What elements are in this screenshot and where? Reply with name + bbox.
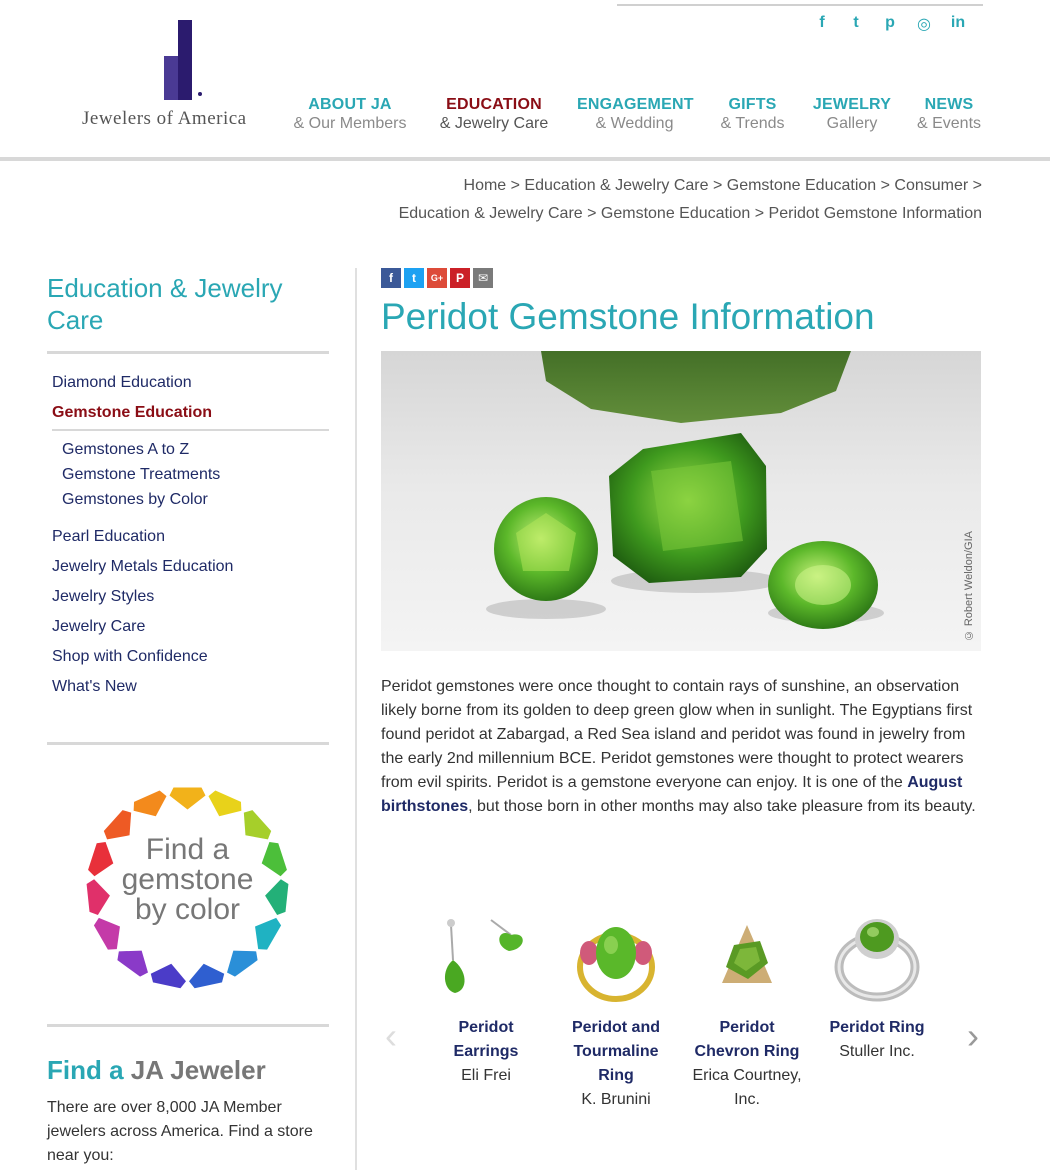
logo-wordmark: Jewelers of America <box>82 108 247 129</box>
sidebar-sub-rule <box>52 429 329 431</box>
breadcrumb-line-2[interactable]: Education & Jewelry Care > Gemstone Education > Peridot Gemstone Information <box>398 205 982 222</box>
linkedin-icon[interactable]: in <box>950 14 966 31</box>
social-links <box>812 14 968 34</box>
sidebar-nav <box>52 368 329 702</box>
sidebar-item-jewelry-styles[interactable]: Jewelry Styles <box>52 588 155 605</box>
sidebar-item-diamond-education[interactable]: Diamond Education <box>52 374 192 391</box>
nav-engagement[interactable]: ENGAGEMENT & Wedding <box>577 96 694 132</box>
facebook-icon[interactable]: f <box>819 14 825 31</box>
breadcrumb <box>362 172 982 228</box>
header-top-rule <box>617 4 983 6</box>
nav-about-ja[interactable]: ABOUT JA & Our Members <box>293 96 407 132</box>
share-facebook-icon[interactable]: f <box>381 268 401 288</box>
share-pinterest-icon[interactable]: P <box>450 268 470 288</box>
sidebar-item-whats-new[interactable]: What's New <box>52 678 137 695</box>
breadcrumb-line-1[interactable]: Home > Education & Jewelry Care > Gemstone Education > Consumer > <box>463 177 982 194</box>
chevron-ring-image-icon <box>692 905 802 1005</box>
sidebar-title: Education & Jewelry Care <box>47 273 283 335</box>
sidebar-subitem-gemstone-treatments[interactable]: Gemstone Treatments <box>62 466 221 483</box>
carousel-next-icon[interactable]: › <box>967 1015 979 1056</box>
hero-image <box>381 351 981 651</box>
header-divider <box>0 157 1050 161</box>
twitter-icon[interactable]: t <box>853 14 859 31</box>
find-jeweler-text: There are over 8,000 JA Member jewelers across America. Find a store near you: <box>47 1099 313 1164</box>
carousel-prev-icon[interactable]: ‹ <box>385 1015 397 1056</box>
product-card[interactable]: Peridot and Tourmaline Ring K. Brunini <box>561 905 671 1112</box>
sidebar-item-gemstone-education[interactable]: Gemstone Education <box>52 404 213 421</box>
page-title: Peridot Gemstone Information <box>381 296 875 337</box>
sidebar-rule-bottom <box>47 1024 329 1027</box>
product-card[interactable]: Peridot Ring Stuller Inc. <box>822 905 932 1064</box>
nav-news[interactable]: NEWS & Events <box>916 96 982 132</box>
share-email-icon[interactable]: ✉ <box>473 268 493 288</box>
product-card[interactable]: Peridot Chevron Ring Erica Courtney, Inc. <box>692 905 802 1112</box>
main-nav <box>290 95 984 135</box>
share-google-plus-icon[interactable]: G+ <box>427 268 447 288</box>
product-carousel <box>381 905 981 1165</box>
sidebar-item-jewelry-care[interactable]: Jewelry Care <box>52 618 146 635</box>
intro-paragraph: Peridot gemstones were once thought to contain rays of sunshine, an observation likely borne from its golden to deep green glow when in sunlight. The Egyptians first found peridot at Zabargad, a Red Sea island and peridot was found in jewelry from the early 2nd millennium BCE. Peridot gemstones were thought to protect wearers from evil spirits. Peridot is a gemstone everyone can enjoy. It is one of the August birthstones, but those born in other months may also take pleasure from its beauty. <box>381 678 976 815</box>
column-divider <box>355 268 357 1170</box>
sidebar-rule-top <box>47 351 329 354</box>
share-buttons <box>381 268 493 288</box>
sidebar-subitem-gemstones-a-to-z[interactable]: Gemstones A to Z <box>62 441 190 458</box>
sidebar-item-shop-with-confidence[interactable]: Shop with Confidence <box>52 648 208 665</box>
gem-wheel-label[interactable]: Find a gemstone by color <box>121 833 254 926</box>
nav-gifts[interactable]: GIFTS & Trends <box>720 96 785 132</box>
instagram-icon[interactable]: ◎ <box>917 16 931 33</box>
share-twitter-icon[interactable]: t <box>404 268 424 288</box>
sidebar-item-pearl-education[interactable]: Pearl Education <box>52 528 165 545</box>
find-jeweler-title: Find a JA Jeweler <box>47 1055 266 1085</box>
sidebar-subitem-gemstones-by-color[interactable]: Gemstones by Color <box>62 491 208 508</box>
peridot-gems-icon <box>381 351 981 651</box>
pinterest-icon[interactable]: p <box>885 14 895 31</box>
logo-mark-icon <box>164 20 204 100</box>
stuller-ring-image-icon <box>822 905 932 1005</box>
earrings-image-icon <box>431 905 541 1005</box>
sidebar-item-jewelry-metals[interactable]: Jewelry Metals Education <box>52 558 234 575</box>
sidebar-rule-middle <box>47 742 329 745</box>
nav-education[interactable]: EDUCATION & Jewelry Care <box>439 96 549 132</box>
image-credit: © Robert Weldon/GIA <box>963 530 975 641</box>
product-card[interactable]: Peridot Earrings Eli Frei <box>431 905 541 1088</box>
nav-jewelry[interactable]: JEWELRY Gallery <box>812 96 892 132</box>
tourmaline-ring-image-icon <box>561 905 671 1005</box>
august-birthstones-link[interactable]: August birthstones <box>381 774 963 815</box>
